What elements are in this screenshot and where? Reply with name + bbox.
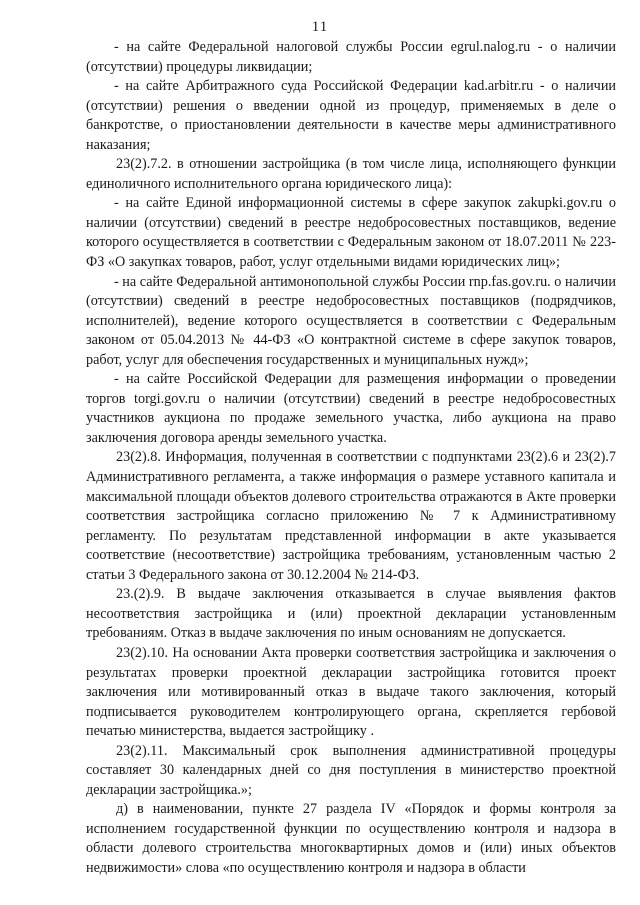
paragraph-kad-arbitr: - на сайте Арбитражного суда Российской Федерации kad.arbitr.ru - о наличии (отсутствии) решения о введении одной из процедур, применяемых в деле о банкротстве, о приостановлении деятельности в качестве меры административного наказания; <box>86 78 616 153</box>
paragraph-fas: - на сайте Федеральной антимонопольной службы России rnp.fas.gov.ru. о наличии (отсутствии) сведений в реестре недобросовестных поставщиков (подрядчиков, исполнителей), ведение которого осуществляется в соответствии с Федеральным законом от 05.04.2013 № 44-ФЗ «О контрактной системе в сфере закупок товаров, работ, услуг для обеспечения государственных и муниципальных нужд»; <box>86 273 616 368</box>
document-body <box>86 38 616 879</box>
paragraph-23-2-8: 23(2).8. Информация, полученная в соответствии с подпунктами 23(2).6 и 23(2).7 Административного регламента, а также информация о размере уставного капитала и максимальной площади объектов долевого строительства отражаются в Акте проверки соответствия застройщика согласно приложению № 7 к Административному регламенту. По результатам представленной информации в акте указывается соответствие (несоответствие) застройщика требованиям, установленным частью 2 статьи 3 Федерального закона от 30.12.2004 № 214-ФЗ. <box>86 449 616 583</box>
page-number: 11 <box>311 19 329 35</box>
paragraph-torgi: - на сайте Российской Федерации для размещения информации о проведении торгов torgi.gov.ru о наличии (отсутствии) сведений в реестре недобросовестных участников аукциона по продаже земельного участка, либо аукциона на право заключения договора аренды земельного участка. <box>86 371 616 446</box>
paragraph-23-2-9: 23.(2).9. В выдаче заключения отказывается в случае выявления фактов несоответствия застройщика и (или) проектной декларации установленным требованиям. Отказ в выдаче заключения по иным основаниям не допускается. <box>86 586 616 642</box>
paragraph-23-2-10: 23(2).10. На основании Акта проверки соответствия застройщика и заключения о результатах проверки проектной декларации застройщика готовится проект заключения или мотивированный отказ в выдаче такого заключения, который подписывается руководителем контролирующего органа, скрепляется гербовой печатью министерства, выдается застройщику . <box>86 644 616 740</box>
paragraph-23-2-7-2: 23(2).7.2. в отношении застройщика (в том числе лица, исполняющего функции единоличного исполнительного органа юридического лица): <box>86 156 616 192</box>
paragraph-23-2-11: 23(2).11. Максимальный срок выполнения административной процедуры составляет 30 календарных дней со дня поступления в министерство проектной декларации застройщика.»; <box>86 742 616 798</box>
paragraph-item-d: д) в наименовании, пункте 27 раздела IV «Порядок и формы контроля за исполнением государственной функции по осуществлению контроля и надзора в области долевого строительства многоквартирных домов и (или) иных объектов недвижимости» слова «по осуществлению контроля и надзора в области <box>86 801 616 876</box>
paragraph-egrul: - на сайте Федеральной налоговой службы России egrul.nalog.ru - о наличии (отсутствии) процедуры ликвидации; <box>86 39 616 75</box>
paragraph-zakupki: - на сайте Единой информационной системы в сфере закупок zakupki.gov.ru о наличии (отсутствии) сведений в реестре недобросовестных поставщиков, ведение которого осуществляется в соответствии с Федеральным законом от 18.07.2011 № 223-ФЗ «О закупках товаров, работ, услуг отдельными видами юридических лиц»; <box>86 195 616 271</box>
